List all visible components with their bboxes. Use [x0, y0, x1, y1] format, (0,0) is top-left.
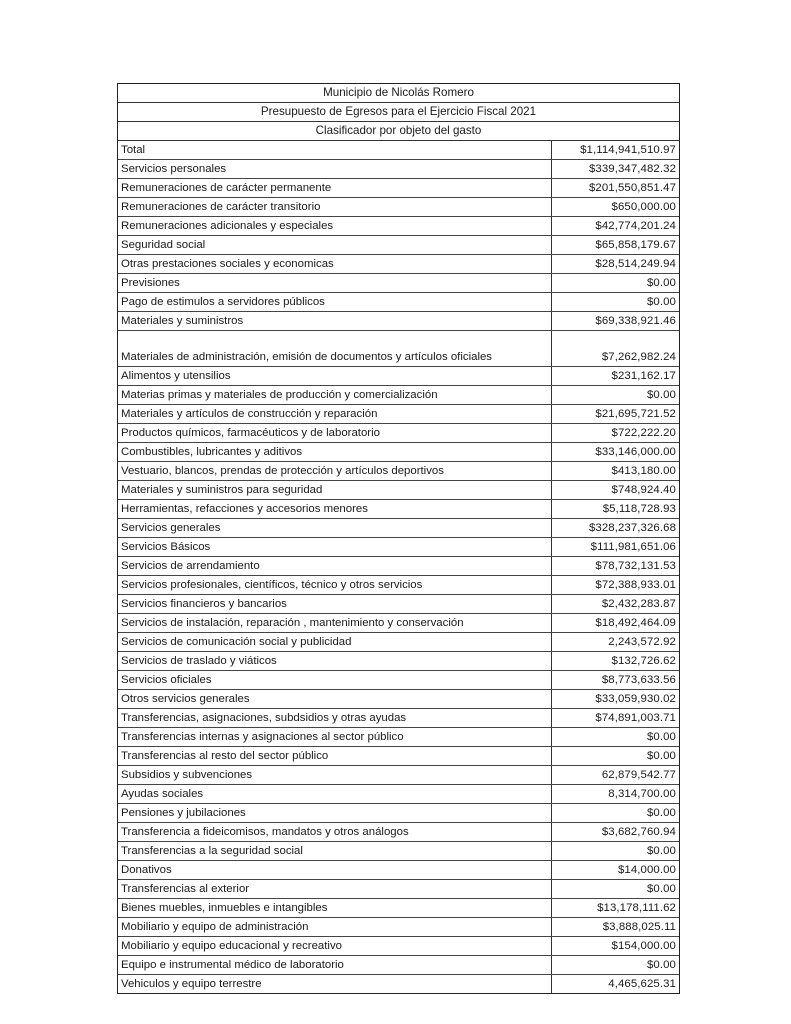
row-label: Remuneraciones de carácter permanente — [118, 179, 551, 198]
row-amount: $0.00 — [551, 747, 679, 766]
row-label: Transferencias a la seguridad social — [118, 842, 551, 861]
row-label: Servicios personales — [118, 160, 551, 179]
row-amount: $3,682,760.94 — [551, 823, 679, 842]
row-amount: 8,314,700.00 — [551, 785, 679, 804]
row-amount: $339,347,482.32 — [551, 160, 679, 179]
table-row — [118, 766, 679, 785]
row-amount: $78,732,131.53 — [551, 557, 679, 576]
table-row — [118, 614, 679, 633]
row-amount: $33,146,000.00 — [551, 443, 679, 462]
row-label: Materiales y suministros — [118, 312, 551, 331]
table-row — [118, 956, 679, 975]
municipality-title: Municipio de Nicolás Romero — [118, 84, 679, 103]
row-label: Pago de estimulos a servidores públicos — [118, 293, 551, 312]
table-row — [118, 255, 679, 274]
row-amount: $3,888,025.11 — [551, 918, 679, 937]
budget-table — [118, 141, 679, 993]
budget-sheet — [117, 83, 680, 994]
row-label: Vestuario, blancos, prendas de protección y artículos deportivos — [118, 462, 551, 481]
table-row — [118, 500, 679, 519]
row-amount: $650,000.00 — [551, 198, 679, 217]
row-label: Servicios de instalación, reparación , mantenimiento y conservación — [118, 614, 551, 633]
table-row — [118, 462, 679, 481]
row-amount: $72,388,933.01 — [551, 576, 679, 595]
table-row — [118, 880, 679, 899]
row-amount: $28,514,249.94 — [551, 255, 679, 274]
table-row — [118, 198, 679, 217]
table-row — [118, 728, 679, 747]
row-label: Transferencias, asignaciones, subdsidios y otras ayudas — [118, 709, 551, 728]
row-label: Servicios de traslado y viáticos — [118, 652, 551, 671]
row-amount: 2,243,572.92 — [551, 633, 679, 652]
row-label: Servicios de arrendamiento — [118, 557, 551, 576]
row-label: Transferencias al resto del sector público — [118, 747, 551, 766]
row-label: Remuneraciones de carácter transitorio — [118, 198, 551, 217]
table-row — [118, 331, 679, 367]
row-amount: $201,550,851.47 — [551, 179, 679, 198]
row-amount: $0.00 — [551, 728, 679, 747]
row-amount: $13,178,111.62 — [551, 899, 679, 918]
table-row — [118, 236, 679, 255]
row-amount: $42,774,201.24 — [551, 217, 679, 236]
row-label: Servicios generales — [118, 519, 551, 538]
row-label: Servicios Básicos — [118, 538, 551, 557]
table-row — [118, 918, 679, 937]
table-row — [118, 671, 679, 690]
row-amount: $0.00 — [551, 842, 679, 861]
table-row — [118, 386, 679, 405]
row-label: Mobiliario y equipo educacional y recreativo — [118, 937, 551, 956]
row-label: Total — [118, 141, 551, 160]
table-row — [118, 519, 679, 538]
row-label: Transferencia a fideicomisos, mandatos y otros análogos — [118, 823, 551, 842]
table-row — [118, 785, 679, 804]
table-row — [118, 652, 679, 671]
row-label: Otras prestaciones sociales y economicas — [118, 255, 551, 274]
row-label: Donativos — [118, 861, 551, 880]
row-amount: $0.00 — [551, 804, 679, 823]
table-row — [118, 538, 679, 557]
row-label: Transferencias al exterior — [118, 880, 551, 899]
table-row — [118, 937, 679, 956]
row-amount: 4,465,625.31 — [551, 975, 679, 994]
table-row — [118, 576, 679, 595]
row-label: Materiales y suministros para seguridad — [118, 481, 551, 500]
row-label: Vehiculos y equipo terrestre — [121, 978, 262, 990]
table-row — [118, 424, 679, 443]
row-amount: $413,180.00 — [551, 462, 679, 481]
table-row — [118, 274, 679, 293]
budget-table-body — [118, 141, 679, 993]
row-amount: $154,000.00 — [551, 937, 679, 956]
row-amount: $0.00 — [551, 293, 679, 312]
table-row — [118, 141, 679, 160]
row-amount: $722,222.20 — [551, 424, 679, 443]
table-row — [118, 709, 679, 728]
row-label: Herramientas, refacciones y accesorios menores — [118, 500, 551, 519]
row-label: Previsiones — [118, 274, 551, 293]
table-row — [118, 179, 679, 198]
row-label: Bienes muebles, inmuebles e intangibles — [118, 899, 551, 918]
row-amount: $7,262,982.24 — [551, 331, 679, 367]
row-label: Combustibles, lubricantes y aditivos — [118, 443, 551, 462]
table-row — [118, 595, 679, 614]
row-amount: $18,492,464.09 — [551, 614, 679, 633]
row-amount: $132,726.62 — [551, 652, 679, 671]
row-amount: $328,237,326.68 — [551, 519, 679, 538]
row-amount: $33,059,930.02 — [551, 690, 679, 709]
table-row — [118, 481, 679, 500]
table-row — [118, 804, 679, 823]
row-label: Equipo e instrumental médico de laboratorio — [118, 956, 551, 975]
row-amount: $2,432,283.87 — [551, 595, 679, 614]
row-label: Ayudas sociales — [118, 785, 551, 804]
table-row — [118, 975, 679, 994]
row-amount: $0.00 — [551, 274, 679, 293]
row-label: Productos químicos, farmacéuticos y de laboratorio — [118, 424, 551, 443]
row-label: Servicios profesionales, científicos, técnico y otros servicios — [118, 576, 551, 595]
row-label: Mobiliario y equipo de administración — [118, 918, 551, 937]
table-row — [118, 557, 679, 576]
row-amount: $1,114,941,510.97 — [551, 141, 679, 160]
table-row — [118, 367, 679, 386]
row-label: Transferencias internas y asignaciones al sector público — [118, 728, 551, 747]
row-label: Materiales de administración, emisión de documentos y artículos oficiales — [118, 331, 551, 367]
table-row — [118, 842, 679, 861]
row-amount: $0.00 — [551, 880, 679, 899]
row-amount: $0.00 — [551, 956, 679, 975]
row-label: Servicios de comunicación social y publicidad — [118, 633, 551, 652]
row-amount: 62,879,542.77 — [551, 766, 679, 785]
row-amount: $5,118,728.93 — [551, 500, 679, 519]
row-amount: $74,891,003.71 — [551, 709, 679, 728]
classifier-title: Clasificador por objeto del gasto — [118, 122, 679, 141]
table-row — [118, 747, 679, 766]
row-amount: $65,858,179.67 — [551, 236, 679, 255]
table-row — [118, 217, 679, 236]
row-amount: $748,924.40 — [551, 481, 679, 500]
table-row — [118, 690, 679, 709]
table-row — [118, 160, 679, 179]
row-label: Remuneraciones adicionales y especiales — [118, 217, 551, 236]
row-label: Otros servicios generales — [118, 690, 551, 709]
row-amount: $231,162.17 — [551, 367, 679, 386]
row-label: Seguridad social — [118, 236, 551, 255]
table-row — [118, 293, 679, 312]
row-label: Servicios oficiales — [118, 671, 551, 690]
row-label: Subsidios y subvenciones — [118, 766, 551, 785]
row-amount: $14,000.00 — [551, 861, 679, 880]
row-label: Servicios financieros y bancarios — [118, 595, 551, 614]
table-row — [118, 405, 679, 424]
table-row — [118, 823, 679, 842]
row-amount: $69,338,921.46 — [551, 312, 679, 331]
row-amount: $0.00 — [551, 386, 679, 405]
row-label: Pensiones y jubilaciones — [118, 804, 551, 823]
table-row — [118, 633, 679, 652]
row-label: Alimentos y utensilios — [118, 367, 551, 386]
row-amount: $21,695,721.52 — [551, 405, 679, 424]
table-row — [118, 443, 679, 462]
row-label: Materiales y artículos de construcción y reparación — [118, 405, 551, 424]
table-row — [118, 899, 679, 918]
row-amount: $8,773,633.56 — [551, 671, 679, 690]
table-row — [118, 312, 679, 331]
budget-title: Presupuesto de Egresos para el Ejercicio Fiscal 2021 — [118, 103, 679, 122]
table-row — [118, 861, 679, 880]
row-label: Materias primas y materiales de producción y comercialización — [118, 386, 551, 405]
row-amount: $111,981,651.06 — [551, 538, 679, 557]
